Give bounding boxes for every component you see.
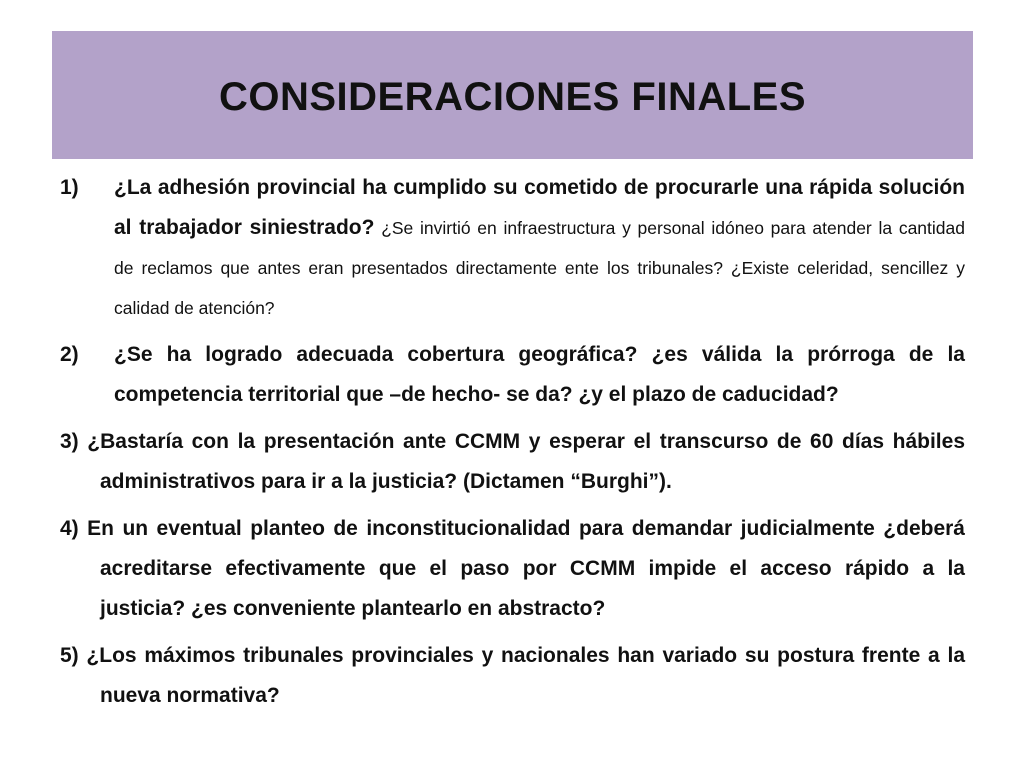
list-item-2	[60, 335, 965, 415]
item-text: 5) ¿Los máximos tribunales provinciales y nacionales han variado su postura frente a la nueva normativa?	[60, 644, 965, 707]
item-number: 2)	[60, 343, 79, 366]
list-item-3	[60, 422, 965, 502]
list-item-4	[60, 509, 965, 629]
list-item-5	[60, 636, 965, 716]
item-text: 4) En un eventual planteo de inconstitucionalidad para demandar judicialmente ¿deberá acreditarse efectivamente que el paso por CCMM impide el acceso rápido a la justicia? ¿es conveniente plantearlo en abstracto?	[60, 517, 965, 620]
item-text: 3) ¿Bastaría con la presentación ante CCMM y esperar el transcurso de 60 días hábiles administrativos para ir a la justicia? (Dictamen “Burghi”).	[60, 430, 965, 493]
item-number: 1)	[60, 176, 79, 199]
title-banner	[52, 31, 973, 159]
item-question-bold: ¿La adhesión provincial ha cumplido su cometido de procurarle una rápida solución al trabajador siniestrado?	[114, 176, 965, 239]
list-item-1	[60, 168, 965, 328]
slide-title: CONSIDERACIONES FINALES	[218, 74, 807, 119]
slide-body	[60, 168, 965, 723]
item-question-detail: ¿Se invirtió en infraestructura y personal idóneo para atender la cantidad de reclamos que antes eran presentados directamente ente los tribunales? ¿Existe celeridad, sencillez y calidad de atención?	[114, 218, 965, 318]
item-question-bold: ¿Se ha logrado adecuada cobertura geográfica? ¿es válida la prórroga de la competencia territorial que –de hecho- se da? ¿y el plazo de caducidad?	[114, 343, 965, 406]
